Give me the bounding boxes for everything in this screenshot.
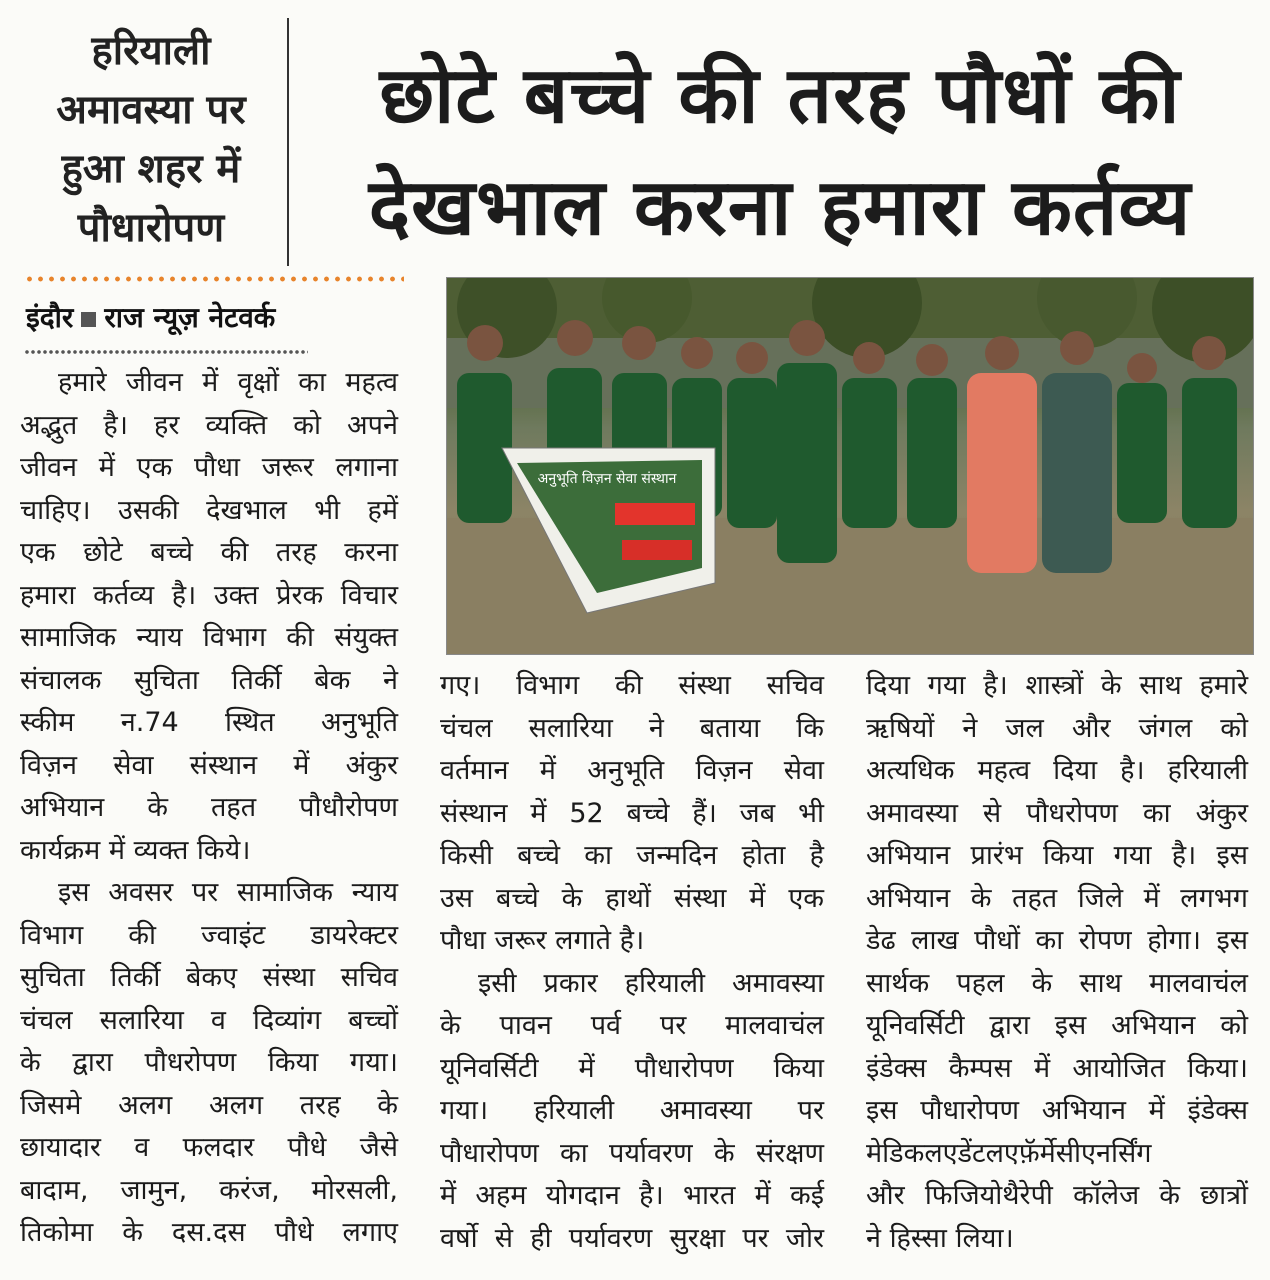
text-line: एक छोटे बच्चे की तरह करना <box>20 537 398 568</box>
text-line: अमावस्या से पौधरोपण का अंकुर <box>866 797 1248 829</box>
text-line: जिसमे अलग अलग तरह के <box>20 1089 398 1121</box>
article-column-3 <box>866 665 1248 1260</box>
text-line: अभियान प्रारंभ किया गया है। इस <box>866 840 1248 871</box>
text-line: बादाम, जामुन, करंज, मोरसली, <box>20 1174 398 1206</box>
text-line: वर्षो से ही पर्यावरण सुरक्षा पर जोर <box>440 1222 824 1254</box>
kicker-line: हरियाली <box>91 28 211 74</box>
kicker-line: अमावस्या पर <box>56 87 246 133</box>
text-line: तिकोमा के दस.दस पौधे लगाए <box>20 1217 398 1248</box>
text-line: दिया गया है। शास्त्रों के साथ हमारे <box>866 670 1248 701</box>
headline-line: छोटे बच्चे की तरह पौधों की <box>379 51 1181 141</box>
text-line: हमारा कर्तव्य है। उक्त प्रेरक विचार <box>20 579 398 611</box>
text-line: इसी प्रकार हरियाली अमावस्या <box>478 967 824 999</box>
byline-separator <box>81 312 96 327</box>
banner-text: अनुभूति विज़न सेवा संस्थान <box>537 471 677 487</box>
byline-underline <box>24 350 308 354</box>
headline-line: देखभाल करना हमारा कर्तव्य <box>368 163 1192 253</box>
article-column-1 <box>20 362 398 1255</box>
text-line: छायादार व फलदार पौधे जैसे <box>20 1132 398 1163</box>
article-column-2 <box>440 665 824 1260</box>
text-line: चंचल सलारिया ने बताया कि <box>440 712 824 744</box>
text-line: अभियान के तहत पौधौरोपण <box>20 792 398 823</box>
text-line: सुचिता तिर्की बेकए संस्था सचिव <box>20 962 398 993</box>
text-line: के द्वारा पौधरोपण किया गया। <box>20 1047 398 1078</box>
text-line: यूनिवर्सिटी द्वारा इस अभियान को <box>866 1010 1248 1041</box>
text-line: संस्थान में 52 बच्चे हैं। जब भी <box>440 797 824 829</box>
text-line: गया। हरियाली अमावस्या पर <box>440 1095 824 1126</box>
byline-place: इंदौर <box>26 301 74 334</box>
text-line: पौधा जरूर लगाते है। <box>440 925 645 956</box>
text-line: संचालक सुचिता तिर्की बेक ने <box>20 664 398 696</box>
dotted-divider <box>24 276 404 282</box>
text-line: और फिजियोथैरेपी कॉलेज के छात्रों <box>866 1180 1248 1211</box>
text-line: जीवन में एक पौधा जरूर लगाना <box>20 452 398 483</box>
vertical-divider <box>287 18 289 266</box>
text-line: कार्यक्रम में व्यक्त किये। <box>20 834 251 866</box>
byline-source: राज न्यूज़ नेटवर्क <box>104 301 276 334</box>
text-line: गए। विभाग की संस्था सचिव <box>440 670 824 701</box>
text-line: इस अवसर पर सामाजिक न्याय <box>58 877 398 908</box>
text-line: पौधारोपण का पर्यावरण के संरक्षण <box>440 1137 824 1169</box>
kicker-line: हुआ शहर में <box>61 146 241 192</box>
text-line: ने हिस्सा लिया। <box>866 1222 1014 1254</box>
text-line: इंडेक्स कैम्पस में आयोजित किया। <box>866 1052 1248 1084</box>
text-line: सार्थक पहल के साथ मालवाचंल <box>866 967 1248 999</box>
text-line: विज़न सेवा संस्थान में अंकुर <box>20 749 398 781</box>
text-line: सामाजिक न्याय विभाग की संयुक्त <box>20 622 398 653</box>
text-line: डेढ लाख पौधों का रोपण होगा। इस <box>866 925 1248 956</box>
text-line: मेडिकलएडेंटलएफ़ॅर्मेसीएनर्सिंग <box>866 1137 1152 1169</box>
kicker-line: पौधारोपण <box>77 205 225 251</box>
text-line: अत्यधिक महत्व दिया है। हरियाली <box>866 755 1248 786</box>
text-line: चंचल सलारिया व दिव्यांग बच्चों <box>20 1004 398 1036</box>
text-line: विभाग की ज्वाइंट डायरेक्टर <box>20 919 398 951</box>
text-line: ऋषियों ने जल और जंगल को <box>866 712 1248 744</box>
text-line: हमारे जीवन में वृक्षों का महत्व <box>58 367 398 398</box>
text-line: अभियान के तहत जिले में लगभग <box>866 882 1248 914</box>
text-line: चाहिए। उसकी देखभाल भी हमें <box>20 494 398 526</box>
photo-illustration <box>447 278 1253 654</box>
text-line: किसी बच्चे का जन्मदिन होता है <box>440 840 824 871</box>
text-line: वर्तमान में अनुभूति विज़न सेवा <box>440 755 824 786</box>
text-line: अद्भुत है। हर व्यक्ति को अपने <box>20 409 398 441</box>
text-line: यूनिवर्सिटी में पौधारोपण किया <box>440 1052 824 1084</box>
byline <box>26 298 275 336</box>
text-line: स्कीम न.74 स्थित अनुभूति <box>20 707 398 738</box>
text-line: इस पौधारोपण अभियान में इंडेक्स <box>866 1095 1248 1126</box>
text-line: में अहम योगदान है। भारत में कई <box>440 1180 824 1211</box>
news-photo <box>446 277 1254 655</box>
headline <box>300 40 1260 264</box>
text-line: उस बच्चे के हाथों संस्था में एक <box>440 882 824 914</box>
text-line: के पावन पर्व पर मालवाचंल <box>440 1010 824 1041</box>
kicker-heading <box>20 22 282 258</box>
